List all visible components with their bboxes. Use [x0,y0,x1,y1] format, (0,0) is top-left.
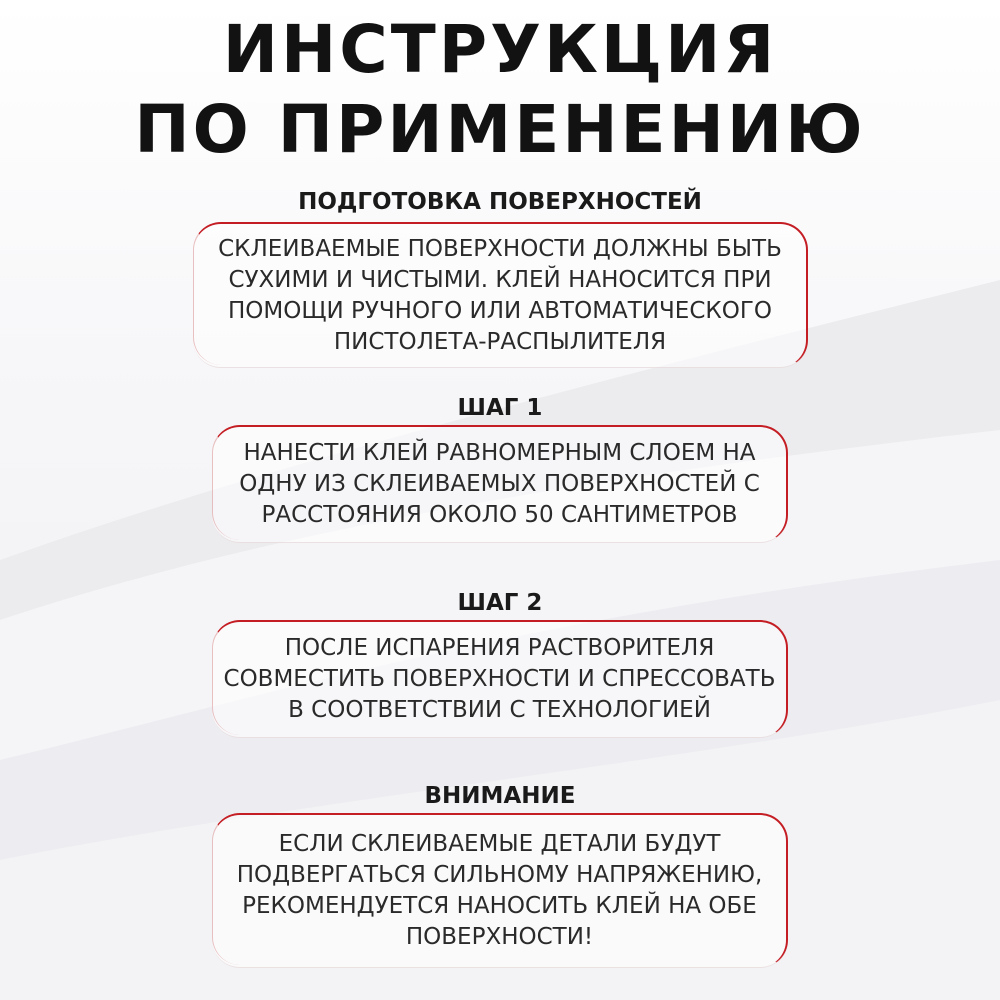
section-heading-warning: ВНИМАНИЕ [424,783,576,809]
section-heading-step-1: ШАГ 1 [457,395,543,421]
card-text-warning: ЕСЛИ СКЛЕИВАЕМЫЕ ДЕТАЛИ БУДУТ ПОДВЕРГАТЬСЯ СИЛЬНОМУ НАПРЯЖЕНИЮ, РЕКОМЕНДУЕТСЯ НАНОСИТЬ КЛЕЙ НА ОБЕ ПОВЕРХНОСТИ! [236,831,763,950]
card-text-step-1: НАНЕСТИ КЛЕЙ РАВНОМЕРНЫМ СЛОЕМ НА ОДНУ ИЗ СКЛЕИВАЕМЫХ ПОВЕРХНОСТЕЙ С РАССТОЯНИЯ ОКОЛО 50 САНТИМЕТРОВ [239,440,760,528]
section-heading-step-2: ШАГ 2 [457,590,543,616]
card-text-step-2: ПОСЛЕ ИСПАРЕНИЯ РАСТВОРИТЕЛЯ СОВМЕСТИТЬ ПОВЕРХНОСТИ И СПРЕССОВАТЬ В СООТВЕТСТВИИ С ТЕХНОЛОГИЕЙ [223,635,776,723]
page-title-line-2: ПО ПРИМЕНЕНИЮ [134,91,866,168]
info-card-warning [212,813,788,968]
section-heading-surface-preparation: ПОДГОТОВКА ПОВЕРХНОСТЕЙ [298,189,702,215]
info-card-step-2 [212,620,788,738]
info-card-surface-preparation [193,222,808,368]
page-title-line-1: ИНСТРУКЦИЯ [222,11,778,88]
card-text-surface-preparation: СКЛЕИВАЕМЫЕ ПОВЕРХНОСТИ ДОЛЖНЫ БЫТЬ СУХИМИ И ЧИСТЫМИ. КЛЕЙ НАНОСИТСЯ ПРИ ПОМОЩИ РУЧНОГО ИЛИ АВТОМАТИЧЕСКОГО ПИСТОЛЕТА-РАСПЫЛИТЕЛЯ [218,235,782,355]
info-card-step-1 [212,425,788,543]
